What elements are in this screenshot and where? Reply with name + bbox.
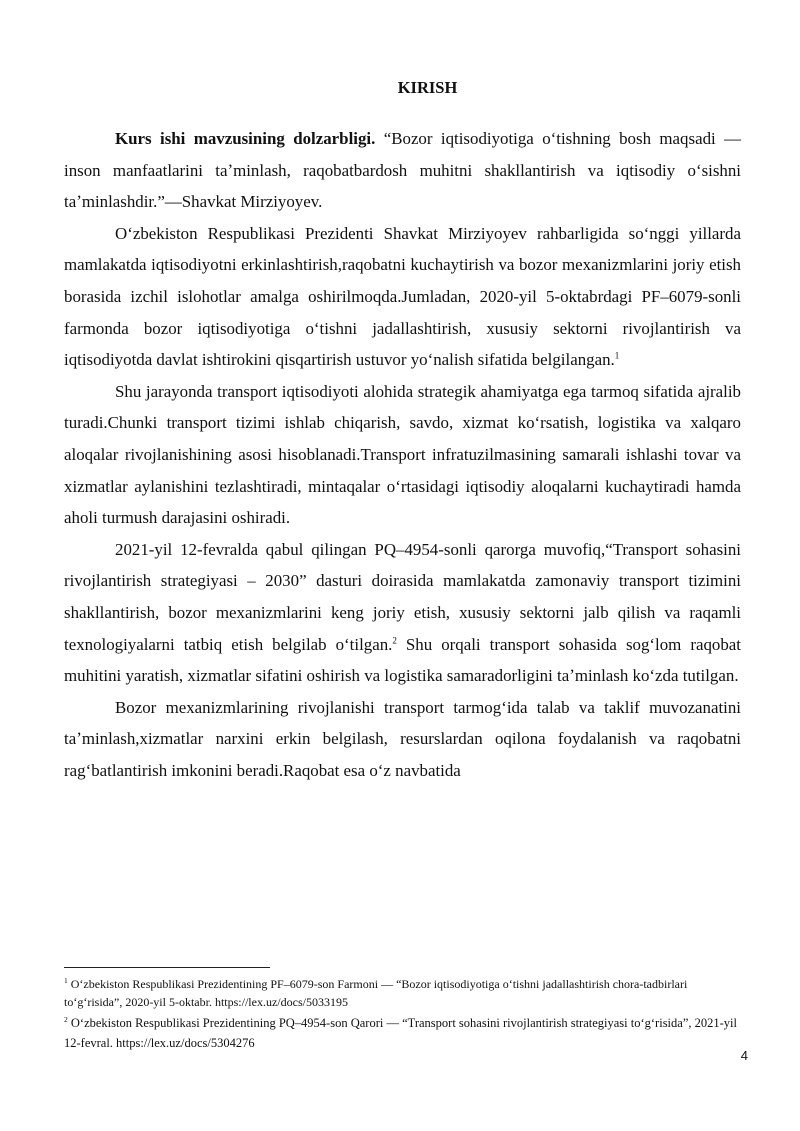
page-number: 4 — [740, 1048, 748, 1063]
footnote-text: Oʻzbekiston Respublikasi Prezidentining PF–6079-son Farmoni — “Bozor iqtisodiyotiga oʻtishni jadallashtirish chora-tadbirlari toʻgʻrisida”, 2020-yil 5-oktabr. https://lex.uz/docs/5033195 — [64, 977, 688, 1009]
footnote-ref-2[interactable]: 2 — [392, 634, 397, 645]
paragraph-market-mechanisms — [64, 692, 741, 787]
body-text — [64, 123, 741, 786]
footnote-number: 1 — [64, 976, 68, 985]
footnote-text: Oʻzbekiston Respublikasi Prezidentining PQ–4954-son Qarori — “Transport sohasini rivojlantirish strategiyasi toʻgʻrisida”, 2021-yil 12-fevral. https://lex.uz/docs/5304276 — [64, 1016, 737, 1050]
paragraph-text: Bozor mexanizmlarining rivojlanishi transport tarmogʻida talab va taklif muvozanatini taʼminlash,xizmatlar narxini erkin belgilash, resurslardan oqilona foydalanish va raqobatni ragʻbatlantirish imkonini beradi.Raqobat esa oʻz navbatida — [64, 697, 741, 780]
footnote-separator — [64, 967, 270, 968]
paragraph-transport-economy — [64, 376, 741, 534]
footnote-ref-1[interactable]: 1 — [614, 350, 620, 361]
paragraph-text: 2021-yil 12-fevralda qabul qilingan PQ–4954-sonli qarorga muvofiq,“Transport sohasini rivojlantirish strategiyasi – 2030” dasturi doirasida mamlakatda zamonaviy transport tizimini shakllantirish, bozor mexanizmlarini keng joriy etish, xususiy sektorni jalb qilish va raqamli texnologiyalarni tatbiq etish belgilab oʻtilgan. — [64, 539, 741, 654]
footnote-1 — [64, 975, 741, 1011]
paragraph-strategy-2030 — [64, 534, 741, 692]
paragraph-relevance — [64, 123, 741, 218]
paragraph-text: Shu jarayonda transport iqtisodiyoti alohida strategik ahamiyatga ega tarmoq sifatida ajralib turadi.Chunki transport tizimi ishlab chiqarish, savdo, xizmat koʻrsatish, logistika va xalqaro aloqalar rivojlanishining asosi hisoblanadi.Transport infratuzilmasining samarali ishlashi tovar va xizmatlar aylanishini tezlashtiradi, mintaqalar oʻrtasidagi iqtisodiy aloqalarni kuchaytiradi hamda aholi turmush darajasini oshiradi. — [64, 381, 741, 528]
paragraph-lead: Kurs ishi mavzusining dolzarbligi. — [115, 129, 376, 148]
footnote-number: 2 — [64, 1014, 68, 1024]
paragraph-reforms — [64, 218, 741, 376]
paragraph-text: Oʻzbekiston Respublikasi Prezidenti Shavkat Mirziyoyev rahbarligida soʻnggi yillarda mamlakatda iqtisodiyotni erkinlashtirish,raqobatni kuchaytirish va bozor mexanizmlarini joriy etish borasida izchil islohotlar amalga oshirilmoqda.Jumladan, 2020-yil 5-oktabrdagi PF–6079-sonli farmonda bozor iqtisodiyotiga oʻtishni jadallashtirish, xususiy sektorni rivojlantirish va iqtisodiyotda davlat ishtirokini qisqartirish ustuvor yoʻnalish sifatida belgilangan. — [64, 223, 741, 370]
paragraph-text-after: Shu orqali transport sohasida sogʻlom raqobat muhitini yaratish, xizmatlar sifatini oshirish va logistika samaradorligini taʼminlash koʻzda tutilgan. — [64, 634, 741, 686]
paragraph-text: “Bozor iqtisodiyotiga oʻtishning bosh maqsadi — inson manfaatlarini taʼminlash, raqobatbardosh muhitni shakllantirish va iqtisodiy oʻsishni taʼminlashdir.”—Shavkat Mirziyoyev. — [64, 129, 742, 212]
footnote-2 — [64, 1013, 741, 1053]
footnotes — [64, 975, 741, 1053]
section-title: KIRISH — [397, 78, 458, 97]
